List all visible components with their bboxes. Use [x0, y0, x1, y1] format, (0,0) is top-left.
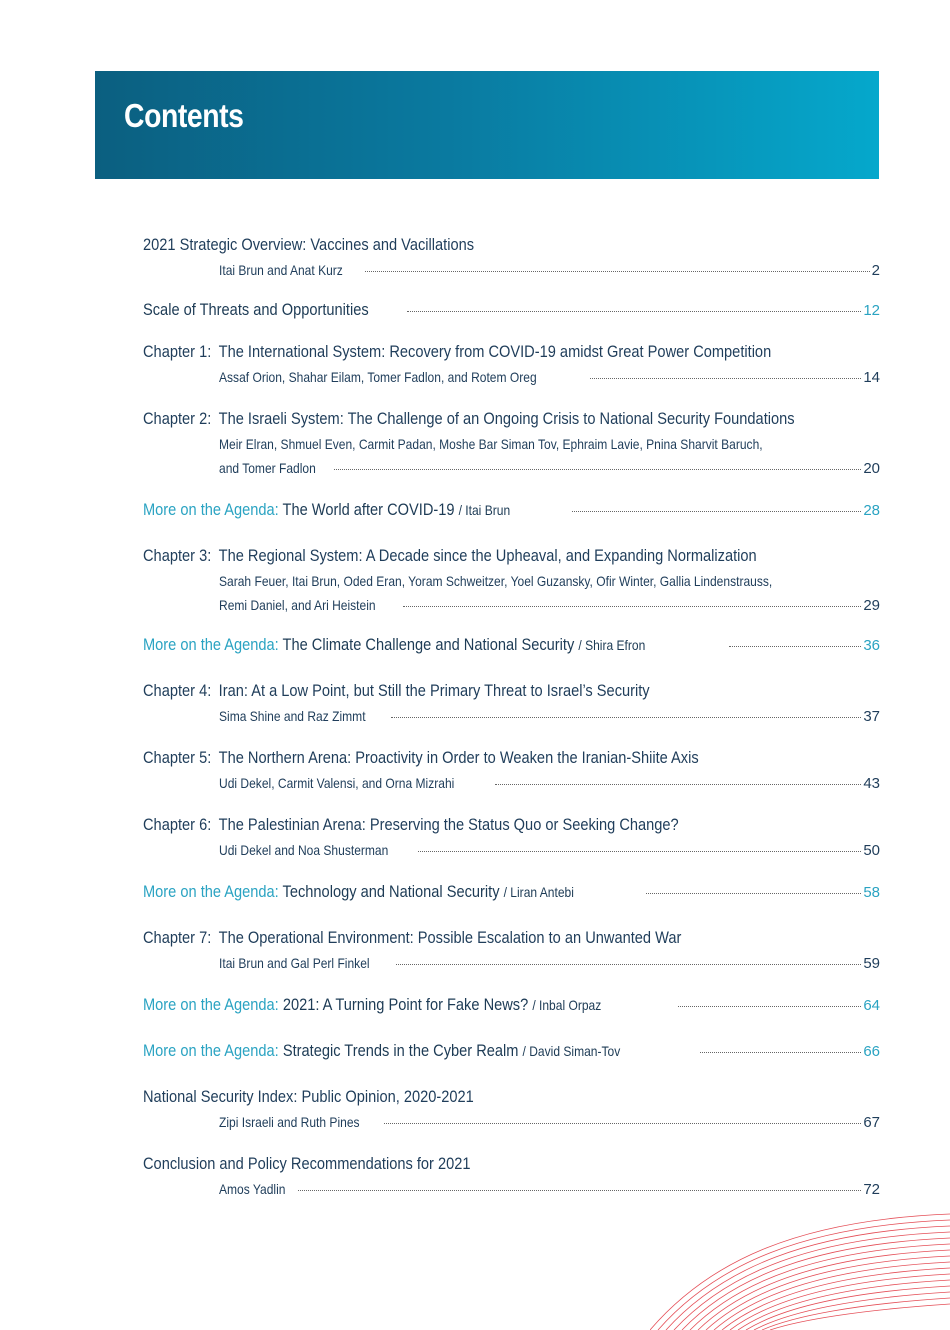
entry-page-number[interactable]: 43 — [863, 775, 880, 792]
leader-dots — [391, 716, 861, 718]
decorative-swirl — [650, 1210, 950, 1330]
toc-entry[interactable] — [143, 545, 880, 618]
toc-entry[interactable] — [143, 680, 880, 729]
leader-dots — [495, 783, 862, 785]
chapter-label: Chapter 5: — [143, 748, 212, 767]
leader-dots — [729, 645, 861, 647]
entry-page-number[interactable]: 12 — [863, 302, 880, 319]
agenda-prefix: More on the Agenda: — [143, 635, 279, 654]
entry-title[interactable]: The Climate Challenge and National Security — [282, 635, 575, 654]
entry-page-number[interactable]: 37 — [863, 708, 880, 725]
entry-title[interactable]: Scale of Threats and Opportunities — [143, 300, 369, 319]
entry-title[interactable]: The Regional System: A Decade since the Upheaval, and Expanding Normalization — [218, 546, 757, 565]
toc-entry[interactable] — [143, 299, 880, 321]
chapter-label: Chapter 4: — [143, 681, 212, 700]
leader-dots — [590, 377, 861, 379]
entry-authors: Sarah Feuer, Itai Brun, Oded Eran, Yoram Schweitzer, Yoel Guzansky, Ofir Winter, Gallia Lindenstrauss, — [219, 573, 773, 589]
entry-page-number[interactable]: 64 — [863, 997, 880, 1014]
toc-entry[interactable] — [143, 499, 880, 521]
entry-title[interactable]: The International System: Recovery from COVID-19 amidst Great Power Competition — [218, 342, 772, 361]
entry-page-number[interactable]: 50 — [863, 842, 880, 859]
toc-entry[interactable] — [143, 1040, 880, 1062]
chapter-label: Chapter 6: — [143, 815, 212, 834]
entry-authors: Udi Dekel and Noa Shusterman — [219, 842, 389, 858]
entry-title[interactable]: The Operational Environment: Possible Escalation to an Unwanted War — [218, 928, 682, 947]
toc-entry[interactable] — [143, 408, 880, 481]
entry-authors: Assaf Orion, Shahar Eilam, Tomer Fadlon, and Rotem Oreg — [219, 369, 537, 385]
chapter-label: Chapter 2: — [143, 409, 212, 428]
toc-entry[interactable] — [143, 1153, 880, 1202]
agenda-prefix: More on the Agenda: — [143, 500, 279, 519]
leader-dots — [403, 605, 861, 607]
entry-title[interactable]: Iran: At a Low Point, but Still the Primary Threat to Israel’s Security — [218, 681, 650, 700]
chapter-label: Chapter 7: — [143, 928, 212, 947]
entry-page-number[interactable]: 2 — [871, 262, 880, 279]
entry-authors: Meir Elran, Shmuel Even, Carmit Padan, Moshe Bar Siman Tov, Ephraim Lavie, Pnina Sharvit Baruch, — [219, 436, 763, 452]
entry-authors: Sima Shine and Raz Zimmt — [219, 708, 366, 724]
entry-page-number[interactable]: 28 — [863, 502, 880, 519]
entry-authors: Udi Dekel, Carmit Valensi, and Orna Mizrahi — [219, 775, 455, 791]
chapter-label: Chapter 3: — [143, 546, 212, 565]
agenda-prefix: More on the Agenda: — [143, 882, 279, 901]
toc-entry[interactable] — [143, 634, 880, 656]
entry-authors: Itai Brun and Gal Perl Finkel — [219, 955, 370, 971]
leader-dots — [396, 963, 861, 965]
table-of-contents — [143, 234, 880, 1202]
leader-dots — [298, 1189, 861, 1191]
page-title: Contents — [124, 97, 244, 134]
entry-title[interactable]: Technology and National Security — [282, 882, 500, 901]
chapter-label: Chapter 1: — [143, 342, 212, 361]
entry-authors: Amos Yadlin — [219, 1181, 286, 1197]
entry-page-number[interactable]: 58 — [863, 884, 880, 901]
entry-authors: / Liran Antebi — [503, 884, 574, 900]
entry-authors: / Itai Brun — [458, 502, 511, 518]
leader-dots — [572, 510, 861, 512]
toc-entry[interactable] — [143, 234, 880, 283]
leader-dots — [418, 850, 861, 852]
toc-entry[interactable] — [143, 747, 880, 796]
entry-title[interactable]: Conclusion and Policy Recommendations for 2021 — [143, 1154, 471, 1173]
leader-dots — [384, 1122, 861, 1124]
entry-authors: Zipi Israeli and Ruth Pines — [219, 1114, 360, 1130]
entry-authors: / David Siman-Tov — [522, 1043, 621, 1059]
entry-title[interactable]: The Northern Arena: Proactivity in Order to Weaken the Iranian-Shiite Axis — [218, 748, 699, 767]
entry-page-number[interactable]: 29 — [863, 597, 880, 614]
agenda-prefix: More on the Agenda: — [143, 1041, 279, 1060]
leader-dots — [700, 1051, 861, 1053]
entry-page-number[interactable]: 14 — [863, 369, 880, 386]
toc-entry[interactable] — [143, 341, 880, 390]
entry-authors: / Inbal Orpaz — [532, 997, 602, 1013]
entry-page-number[interactable]: 72 — [863, 1181, 880, 1198]
leader-dots — [678, 1005, 861, 1007]
entry-page-number[interactable]: 67 — [863, 1114, 880, 1131]
toc-entry[interactable] — [143, 881, 880, 903]
entry-title[interactable]: National Security Index: Public Opinion, 2020-2021 — [143, 1087, 474, 1106]
entry-title[interactable]: The Israeli System: The Challenge of an Ongoing Crisis to National Security Foundations — [218, 409, 795, 428]
toc-entry[interactable] — [143, 994, 880, 1016]
entry-title[interactable]: 2021: A Turning Point for Fake News? — [282, 995, 529, 1014]
leader-dots — [407, 310, 861, 312]
entry-title[interactable]: The World after COVID-19 — [282, 500, 455, 519]
leader-dots — [646, 892, 861, 894]
entry-page-number[interactable]: 36 — [863, 637, 880, 654]
leader-dots — [334, 468, 862, 470]
entry-title[interactable]: Strategic Trends in the Cyber Realm — [282, 1041, 519, 1060]
entry-authors: / Shira Efron — [578, 637, 646, 653]
entry-page-number[interactable]: 59 — [863, 955, 880, 972]
toc-entry[interactable] — [143, 927, 880, 976]
leader-dots — [365, 270, 870, 272]
entry-page-number[interactable]: 66 — [863, 1043, 880, 1060]
toc-entry[interactable] — [143, 1086, 880, 1135]
entry-title[interactable]: 2021 Strategic Overview: Vaccines and Vacillations — [143, 235, 475, 254]
entry-authors: Remi Daniel, and Ari Heistein — [219, 597, 376, 613]
entry-title[interactable]: The Palestinian Arena: Preserving the Status Quo or Seeking Change? — [218, 815, 679, 834]
agenda-prefix: More on the Agenda: — [143, 995, 279, 1014]
toc-entry[interactable] — [143, 814, 880, 863]
entry-authors: and Tomer Fadlon — [219, 460, 316, 476]
entry-page-number[interactable]: 20 — [863, 460, 880, 477]
contents-banner — [95, 71, 879, 179]
entry-authors: Itai Brun and Anat Kurz — [219, 262, 343, 278]
